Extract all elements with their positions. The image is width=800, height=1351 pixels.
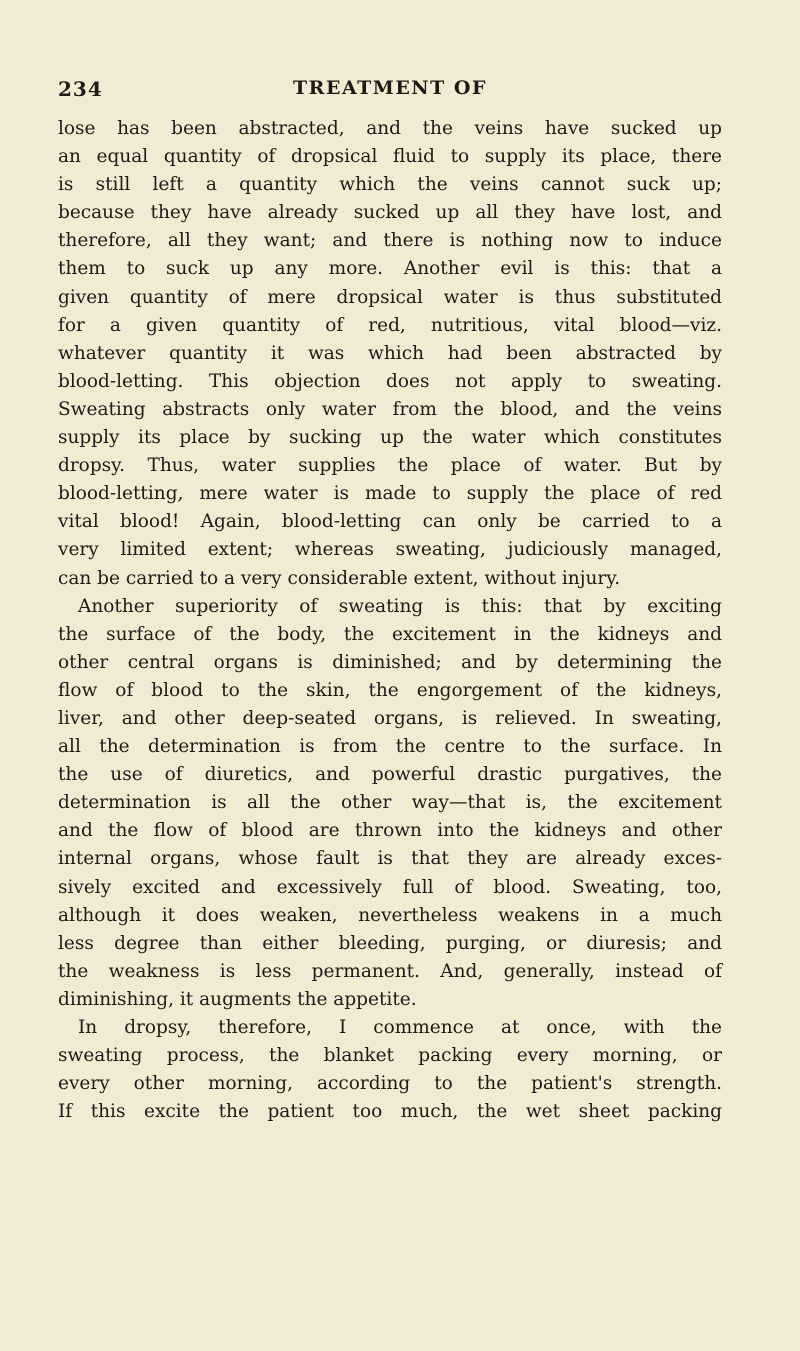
text-line: for a given quantity of red, nutritious, vital blood—viz. xyxy=(58,314,722,336)
text-line: although it does weaken, nevertheless weakens in a much xyxy=(58,904,722,926)
paragraph xyxy=(58,593,722,1014)
text-line: liver, and other deep-seated organs, is relieved. In sweating, xyxy=(58,707,722,729)
text-line: Another superiority of sweating is this: that by exciting xyxy=(78,595,722,617)
text-line: all the determination is from the centre to the surface. In xyxy=(58,736,722,758)
text-line: vital blood! Again, blood-letting can only be carried to a xyxy=(58,511,722,533)
text-line: less degree than either bleeding, purging, or diuresis; and xyxy=(58,932,722,954)
text-line: therefore, all they want; and there is nothing now to induce xyxy=(58,230,722,252)
text-line: supply its place by sucking up the water which constitutes xyxy=(58,427,722,449)
text-line: sweating process, the blanket packing every morning, or xyxy=(58,1045,722,1067)
text-line: Sweating abstracts only water from the blood, and the veins xyxy=(58,398,722,420)
text-line: lose has been abstracted, and the veins have sucked up xyxy=(58,118,722,139)
text-line: given quantity of mere dropsical water is thus substituted xyxy=(58,286,722,308)
text-line: blood-letting. This objection does not apply to sweating. xyxy=(58,370,722,392)
page-header xyxy=(58,77,722,103)
text-line: whatever quantity it was which had been abstracted by xyxy=(58,342,722,364)
text-line: dropsy. Thus, water supplies the place of water. But by xyxy=(58,455,722,477)
text-line: every other morning, according to the patient's strength. xyxy=(58,1073,722,1095)
text-line: sively excited and excessively full of blood. Sweating, too, xyxy=(58,876,722,898)
text-line: internal organs, whose fault is that they are already exces- xyxy=(58,848,722,870)
text-line: and the flow of blood are thrown into the kidneys and other xyxy=(58,820,722,842)
text-line: the surface of the body, the excitement in the kidneys and xyxy=(58,623,722,645)
page-number: 234 xyxy=(58,77,103,101)
paragraph xyxy=(58,1014,722,1126)
text-line: determination is all the other way—that is, the excitement xyxy=(58,792,722,814)
text-line: very limited extent; whereas sweating, judiciously managed, xyxy=(58,539,722,561)
text-line: the weakness is less permanent. And, generally, instead of xyxy=(58,960,722,982)
text-line: is still left a quantity which the veins cannot suck up; xyxy=(58,174,722,196)
text-line: because they have already sucked up all they have lost, and xyxy=(58,202,722,224)
paragraph xyxy=(58,115,722,593)
text-line: diminishing, it augments the appetite. xyxy=(58,988,417,1010)
text-line: the use of diuretics, and powerful drastic purgatives, the xyxy=(58,764,722,786)
text-line: other central organs is diminished; and by determining the xyxy=(58,651,722,673)
text-line: In dropsy, therefore, I commence at once, with the xyxy=(78,1017,722,1038)
text-line: flow of blood to the skin, the engorgement of the kidneys, xyxy=(58,679,722,701)
text-line: If this excite the patient too much, the wet sheet packing xyxy=(58,1101,722,1123)
text-line: blood-letting, mere water is made to supply the place of red xyxy=(58,483,722,505)
running-head: TREATMENT OF xyxy=(293,77,487,99)
text-line: an equal quantity of dropsical fluid to supply its place, there xyxy=(58,146,722,168)
text-line: them to suck up any more. Another evil is this: that a xyxy=(58,258,722,280)
text-line: can be carried to a very considerable extent, without injury. xyxy=(58,567,621,589)
body-text xyxy=(58,115,722,1126)
